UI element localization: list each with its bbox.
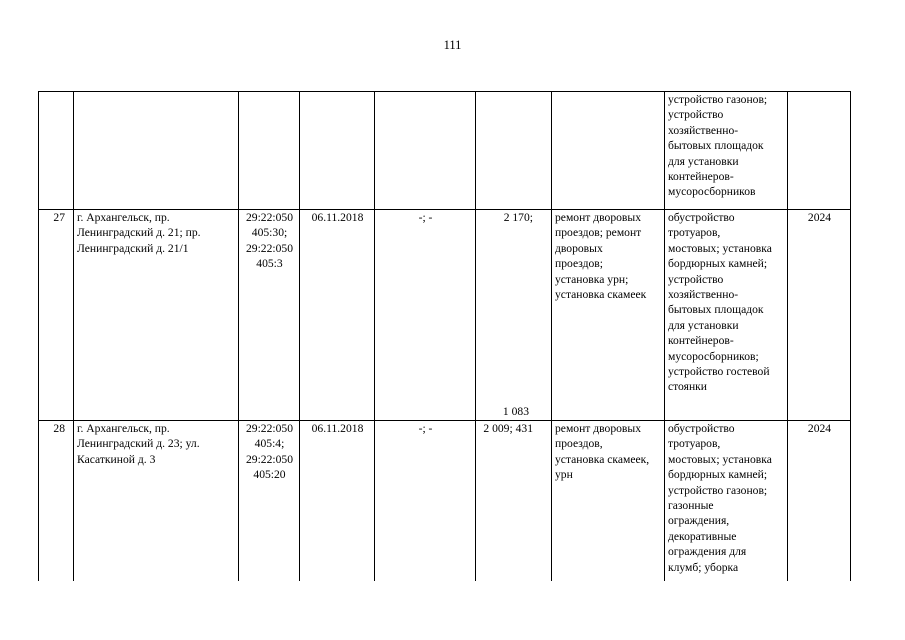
- year-cell: 2024: [788, 421, 851, 581]
- dash-cell: [375, 92, 476, 210]
- area-cell: [476, 92, 552, 210]
- year-cell: 2024: [788, 210, 851, 421]
- table-row: [39, 92, 851, 210]
- dash-cell: -; -: [375, 421, 476, 581]
- cadastral-number-cell: 29:22:050 405:4; 29:22:050 405:20: [239, 421, 300, 581]
- dash-cell: -; -: [375, 210, 476, 421]
- works-cell: ремонт дворовых проездов; ремонт дворовых проездов; установка урн; установка скамеек: [552, 210, 665, 421]
- row-number-cell: [39, 92, 74, 210]
- improvement-table: [38, 91, 851, 581]
- improvements-cell: обустройство тротуаров, мостовых; установка бордюрных камней; устройство газонов; газонные ограждения, декоративные ограждения для клумб; уборка: [665, 421, 788, 581]
- address-cell: [74, 92, 239, 210]
- area-value: 2 009; 431: [483, 422, 533, 435]
- row-number-cell: 27: [39, 210, 74, 421]
- works-cell: [552, 92, 665, 210]
- area-second-value: 1 083: [502, 404, 529, 418]
- table-row: [39, 210, 851, 421]
- table-row: [39, 421, 851, 581]
- area-value: 2 170;: [503, 211, 533, 224]
- address-cell: г. Архангельск, пр. Ленинградский д. 23; ул. Касаткиной д. 3: [74, 421, 239, 581]
- improvements-cell: обустройство тротуаров, мостовых; установка бордюрных камней; устройство хозяйственно- бытовых площадок для установки контейнеров- мусоросборников; устройство гостевой стоянки: [665, 210, 788, 421]
- cadastral-number-cell: [239, 92, 300, 210]
- row-number-cell: 28: [39, 421, 74, 581]
- page-number: 111: [443, 38, 462, 52]
- cadastral-number-cell: 29:22:050 405:30; 29:22:050 405:3: [239, 210, 300, 421]
- area-cell: [476, 210, 552, 421]
- works-cell: ремонт дворовых проездов, установка скамеек, урн: [552, 421, 665, 581]
- date-cell: 06.11.2018: [300, 421, 375, 581]
- date-cell: 06.11.2018: [300, 210, 375, 421]
- year-cell: [788, 92, 851, 210]
- improvements-cell: устройство газонов; устройство хозяйственно- бытовых площадок для установки контейнеров- мусоросборников: [665, 92, 788, 210]
- date-cell: [300, 92, 375, 210]
- address-cell: г. Архангельск, пр. Ленинградский д. 21; пр. Ленинградский д. 21/1: [74, 210, 239, 421]
- area-cell: [476, 421, 552, 581]
